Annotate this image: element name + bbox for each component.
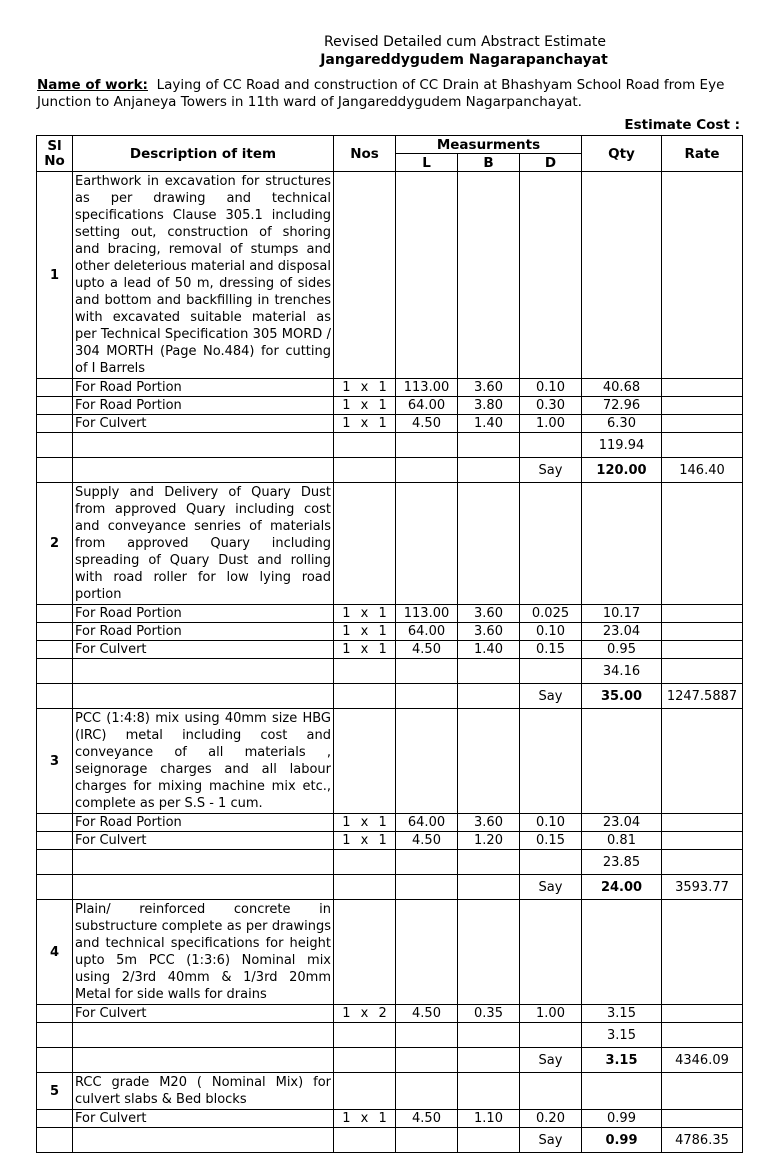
col-measurements: Measurments: [396, 136, 582, 154]
measurement-depth: 1.00: [520, 415, 582, 433]
item-total-qty: 34.16: [582, 659, 662, 684]
say-label: Say: [520, 1048, 582, 1073]
say-row: [37, 875, 743, 900]
item-rate: 4786.35: [662, 1128, 743, 1153]
measurement-row: [37, 832, 743, 850]
item-description: Earthwork in excavation for structures as per drawing and technical specifications Clause 305.1 including setting out, construction of shoring and bracing, removal of stumps and other deleterious material and disposal upto a lead of 50 m, dressing of sides and bottom and backfilling in trenches with excavated suitable material as per Technical Specification 305 MORD / 304 MORTH (Page No.484) for cutting of I Barrels: [73, 172, 334, 379]
measurement-label: For Culvert: [73, 1110, 334, 1128]
col-rate: Rate: [662, 136, 743, 172]
measurement-depth: 0.15: [520, 832, 582, 850]
item-total-qty: 119.94: [582, 433, 662, 458]
measurement-length: 4.50: [396, 641, 458, 659]
measurement-depth: 0.10: [520, 814, 582, 832]
item-row: [37, 1073, 743, 1110]
document-header: [0, 33, 768, 69]
measurement-nos: 1 x 1: [334, 397, 396, 415]
estimate-table: [36, 135, 743, 1153]
measurement-breadth: 1.10: [458, 1110, 520, 1128]
measurement-qty: 6.30: [582, 415, 662, 433]
measurement-depth: 0.10: [520, 623, 582, 641]
item-row: [37, 483, 743, 605]
measurement-row: [37, 415, 743, 433]
measurement-nos: 1 x 1: [334, 814, 396, 832]
measurement-length: 4.50: [396, 415, 458, 433]
measurement-depth: 0.30: [520, 397, 582, 415]
measurement-row: [37, 605, 743, 623]
document-title: Revised Detailed cum Abstract Estimate: [323, 34, 607, 50]
say-qty: 24.00: [582, 875, 662, 900]
measurement-length: 4.50: [396, 1005, 458, 1023]
measurement-qty: 0.99: [582, 1110, 662, 1128]
col-breadth: B: [458, 154, 520, 172]
measurement-label: For Road Portion: [73, 397, 334, 415]
measurement-breadth: 3.60: [458, 379, 520, 397]
measurement-length: 64.00: [396, 623, 458, 641]
measurement-qty: 40.68: [582, 379, 662, 397]
measurement-qty: 23.04: [582, 623, 662, 641]
say-row: [37, 684, 743, 709]
say-qty: 35.00: [582, 684, 662, 709]
measurement-length: 64.00: [396, 397, 458, 415]
total-row: [37, 850, 743, 875]
measurement-depth: 0.15: [520, 641, 582, 659]
measurement-label: For Culvert: [73, 415, 334, 433]
measurement-row: [37, 379, 743, 397]
measurement-row: [37, 623, 743, 641]
measurement-label: For Road Portion: [73, 814, 334, 832]
say-label: Say: [520, 1128, 582, 1153]
say-label: Say: [520, 875, 582, 900]
measurement-label: For Culvert: [73, 1005, 334, 1023]
item-sl-no: 5: [37, 1073, 73, 1110]
say-row: [37, 1128, 743, 1153]
item-rate: 146.40: [662, 458, 743, 483]
say-label: Say: [520, 684, 582, 709]
measurement-nos: 1 x 1: [334, 605, 396, 623]
measurement-label: For Culvert: [73, 641, 334, 659]
measurement-breadth: 3.80: [458, 397, 520, 415]
measurement-row: [37, 641, 743, 659]
col-sl-no: Sl No: [37, 136, 73, 172]
total-row: [37, 433, 743, 458]
item-sl-no: 2: [37, 483, 73, 605]
item-row: [37, 709, 743, 814]
item-description: Plain/ reinforced concrete in substructure complete as per drawings and technical specifications for height upto 5m PCC (1:3:6) Nominal mix using 2/3rd 40mm & 1/3rd 20mm Metal for side walls for drains: [73, 900, 334, 1005]
item-sl-no: 3: [37, 709, 73, 814]
measurement-length: 64.00: [396, 814, 458, 832]
name-of-work-text: Laying of CC Road and construction of CC Drain at Bhashyam School Road from Eye Junction to Anjaneya Towers in 11th ward of Jangareddygudem Nagarpanchayat.: [37, 77, 725, 110]
measurement-label: For Culvert: [73, 832, 334, 850]
measurement-nos: 1 x 1: [334, 1110, 396, 1128]
item-total-qty: 23.85: [582, 850, 662, 875]
say-qty: 3.15: [582, 1048, 662, 1073]
measurement-nos: 1 x 2: [334, 1005, 396, 1023]
measurement-breadth: 3.60: [458, 814, 520, 832]
item-rate: 3593.77: [662, 875, 743, 900]
say-label: Say: [520, 458, 582, 483]
measurement-label: For Road Portion: [73, 623, 334, 641]
measurement-breadth: 0.35: [458, 1005, 520, 1023]
measurement-length: 113.00: [396, 379, 458, 397]
item-description: Supply and Delivery of Quary Dust from approved Quary including cost and conveyance senries of materials from approved Quary including spreading of Quary Dust and rolling with road roller for low lying road portion: [73, 483, 334, 605]
measurement-length: 4.50: [396, 832, 458, 850]
measurement-row: [37, 1005, 743, 1023]
measurement-breadth: 1.20: [458, 832, 520, 850]
item-row: [37, 172, 743, 379]
col-description: Description of item: [73, 136, 334, 172]
name-of-work: [37, 77, 742, 111]
measurement-qty: 72.96: [582, 397, 662, 415]
item-row: [37, 900, 743, 1005]
item-description: PCC (1:4:8) mix using 40mm size HBG (IRC) metal including cost and conveyance of all materials , seignorage charges and all labour charges for mixing machine mix etc., complete as per S.S - 1 cum.: [73, 709, 334, 814]
measurement-row: [37, 1110, 743, 1128]
organization-name: Jangareddygudem Nagarapanchayat: [320, 52, 608, 68]
measurement-nos: 1 x 1: [334, 379, 396, 397]
say-row: [37, 1048, 743, 1073]
measurement-breadth: 1.40: [458, 641, 520, 659]
measurement-length: 113.00: [396, 605, 458, 623]
estimate-cost-label: Estimate Cost :: [624, 117, 740, 133]
measurement-depth: 0.20: [520, 1110, 582, 1128]
measurement-nos: 1 x 1: [334, 415, 396, 433]
total-row: [37, 659, 743, 684]
col-qty: Qty: [582, 136, 662, 172]
measurement-depth: 1.00: [520, 1005, 582, 1023]
measurement-qty: 10.17: [582, 605, 662, 623]
item-sl-no: 4: [37, 900, 73, 1005]
measurement-breadth: 3.60: [458, 623, 520, 641]
item-description: RCC grade M20 ( Nominal Mix) for culvert slabs & Bed blocks: [73, 1073, 334, 1110]
measurement-breadth: 1.40: [458, 415, 520, 433]
measurement-label: For Road Portion: [73, 379, 334, 397]
measurement-breadth: 3.60: [458, 605, 520, 623]
name-of-work-label: Name of work:: [37, 77, 148, 93]
measurement-qty: 3.15: [582, 1005, 662, 1023]
measurement-length: 4.50: [396, 1110, 458, 1128]
say-row: [37, 458, 743, 483]
total-row: [37, 1023, 743, 1048]
measurement-nos: 1 x 1: [334, 623, 396, 641]
measurement-depth: 0.10: [520, 379, 582, 397]
measurement-depth: 0.025: [520, 605, 582, 623]
item-rate: 1247.5887: [662, 684, 743, 709]
say-qty: 120.00: [582, 458, 662, 483]
item-rate: 4346.09: [662, 1048, 743, 1073]
estimate-body: [37, 172, 743, 1153]
measurement-qty: 0.95: [582, 641, 662, 659]
measurement-nos: 1 x 1: [334, 832, 396, 850]
measurement-nos: 1 x 1: [334, 641, 396, 659]
item-total-qty: 3.15: [582, 1023, 662, 1048]
measurement-label: For Road Portion: [73, 605, 334, 623]
measurement-row: [37, 814, 743, 832]
say-qty: 0.99: [582, 1128, 662, 1153]
measurement-qty: 0.81: [582, 832, 662, 850]
measurement-qty: 23.04: [582, 814, 662, 832]
item-sl-no: 1: [37, 172, 73, 379]
col-depth: D: [520, 154, 582, 172]
col-nos: Nos: [334, 136, 396, 172]
col-length: L: [396, 154, 458, 172]
measurement-row: [37, 397, 743, 415]
